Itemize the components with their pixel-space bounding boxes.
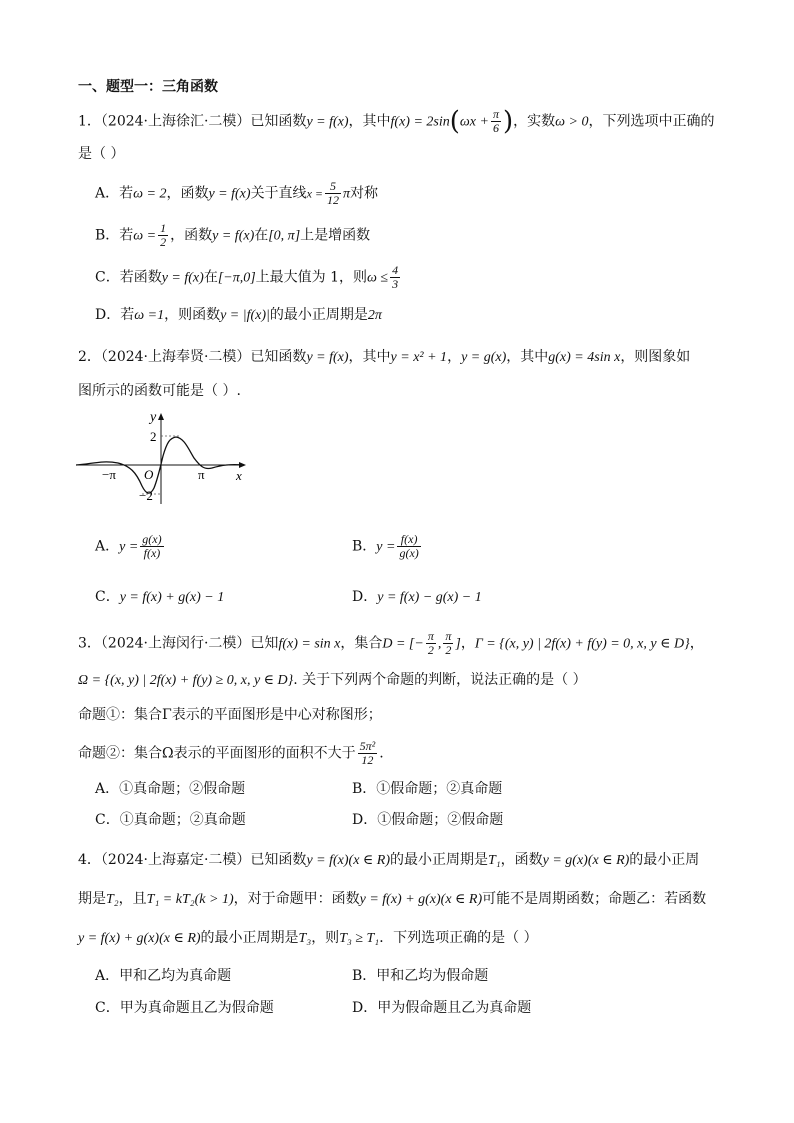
q2-optC-expr: y = f(x) + g(x) − 1: [119, 590, 225, 605]
q3-prop2-frac: [358, 740, 378, 767]
graph-tick-x-pos: π: [198, 467, 205, 482]
q3-D-right: ]: [455, 636, 461, 652]
q1-stem-c: ，实数: [513, 113, 556, 130]
q2-function-graph: [72, 408, 252, 508]
q1-optD-a: D．若: [95, 307, 135, 323]
q4-line3-a: 的最小正周期是: [200, 930, 299, 946]
q2-optA-den: f(x): [143, 546, 161, 560]
q3-D-mid: ,: [437, 636, 442, 652]
q3-prop2: [78, 740, 384, 767]
q2-optB-lhs: y =: [376, 539, 396, 555]
q1-optC-b: 在: [203, 269, 218, 286]
graph-tick-y-neg: −2: [139, 488, 153, 503]
q1-optB-d: 上是增函数: [300, 227, 371, 244]
q2-stem-a: 2．（2024·上海奉贤·二模）已知函数: [78, 349, 307, 365]
q3-D-d1: 2: [427, 643, 434, 657]
q4-option-d[interactable]: D．甲为假命题且乙为真命题: [352, 1000, 532, 1016]
q4-line3-fg: y = f(x) + g(x)(x ∈ R): [78, 931, 201, 946]
q4-line3-b: ，则: [311, 930, 340, 946]
q3-prop2-den: 12: [361, 753, 374, 767]
q1-stem-line1: [78, 108, 714, 135]
q1-optB-den: 2: [160, 235, 167, 249]
q3-stem-a: 3．（2024·上海闵行·二模）已知: [78, 635, 279, 652]
q1-stem-a: 1．（2024·上海徐汇·二模）已知函数: [78, 113, 307, 130]
q1-optB-func: y = f(x): [212, 228, 255, 244]
q3-D-n2: π: [445, 629, 452, 643]
q1-fdef-inner: ωx +: [459, 114, 489, 130]
q1-optC-den: 3: [392, 277, 399, 291]
q1-fdef-den: 6: [492, 121, 499, 135]
q1-paren-close: ): [502, 106, 514, 137]
q3-D-d2: 2: [445, 643, 452, 657]
q1-optC-func: y = f(x): [161, 270, 204, 286]
q3-D-left: D = [−: [382, 636, 424, 652]
q2-optB-frac: [397, 533, 420, 560]
q1-fdef-num: π: [492, 107, 499, 121]
q3-omega-def: Ω = {(x, y) | 2f(x) + f(y) ≥ 0, x, y ∈ D}: [78, 673, 294, 688]
q3-stem-d: ，: [689, 635, 704, 652]
q4-line2-rel: T₁ = kT₂(k > 1): [146, 892, 234, 907]
q3-option-b[interactable]: B．①假命题；②真命题: [352, 781, 503, 797]
q2-stem-e: ，则图象如: [620, 349, 691, 365]
q1-optA-x: x =: [306, 186, 323, 201]
q1-optC-num: 4: [392, 263, 399, 277]
q1-optD-w: ω =1: [134, 308, 165, 323]
q1-optA-a: A．若: [95, 185, 134, 202]
q1-optA-num: 5: [325, 180, 341, 194]
q4-line2-a: 期是: [78, 891, 106, 907]
q2-optA-lhs: y =: [119, 539, 139, 555]
q4-line2: [78, 889, 706, 910]
q4-line3-rel: T₃ ≥ T₁: [339, 931, 380, 946]
q3-prop2-num: 5π²: [359, 739, 376, 753]
q2-stem-b: ，其中: [348, 349, 391, 365]
q4-line2-fg: y = f(x) + g(x)(x ∈ R): [359, 892, 483, 907]
q2-g-func: y = g(x): [461, 350, 507, 365]
q2-option-c[interactable]: [95, 587, 224, 608]
q3-prop2-a: 命题②：集合Ω表示的平面图形的面积不大于: [78, 745, 356, 762]
q1-optD-f: y = |f(x)|: [220, 308, 270, 323]
q1-optC-frac: [390, 264, 400, 291]
q2-stem-c: ，: [447, 349, 462, 365]
q1-option-d[interactable]: [95, 305, 382, 326]
q1-optD-p: 2π: [367, 308, 382, 323]
q4-line1-b: 的最小正周期是: [389, 852, 488, 868]
q1-optD-b: ，则函数: [164, 307, 221, 323]
q4-line2-d: 可能不是周期函数；命题乙：若函数: [482, 891, 707, 907]
q4-line3-T3: T₃: [298, 931, 312, 946]
q1-stem-b: ，其中: [348, 113, 391, 130]
q2-f-def: y = x² + 1: [390, 350, 448, 365]
q4-line1-g: y = g(x)(x ∈ R): [542, 853, 630, 868]
q1-optA-d: 对称: [350, 185, 379, 202]
q4-line1-T1: T₁: [487, 853, 501, 868]
q3-D-frac2: [443, 630, 453, 657]
q2-option-b[interactable]: [352, 533, 423, 560]
q2-optD-label: D．: [352, 589, 378, 605]
q2-optB-num: f(x): [397, 533, 420, 547]
q1-optB-a: B．若: [95, 227, 134, 244]
q4-line3: [78, 928, 538, 949]
q1-optC-int: [−π,0]: [217, 270, 256, 286]
q4-line2-T2: T₂: [106, 892, 119, 907]
q3-option-a[interactable]: A．①真命题；②假命题: [95, 781, 246, 797]
q4-line1: [78, 850, 699, 871]
q1-optC-c: 上最大值为 1，则: [255, 269, 368, 286]
q1-option-a[interactable]: [95, 180, 378, 207]
q2-g-def: g(x) = 4sin x: [548, 350, 621, 365]
q3-f-def: f(x) = sin x: [278, 636, 341, 652]
q4-line1-c: ，函数: [500, 852, 543, 868]
q2-optB-den: g(x): [399, 546, 419, 560]
q4-option-b[interactable]: B．甲和乙均为假命题: [352, 968, 489, 984]
q3-D-n1: π: [427, 629, 434, 643]
q3-stem-line1: [78, 630, 704, 657]
q4-line1-d: 的最小正周: [629, 852, 700, 868]
graph-tick-y-pos: 2: [150, 429, 157, 444]
q1-optA-frac: [325, 180, 341, 207]
q2-func: y = f(x): [306, 350, 349, 365]
section-title: 一、题型一：三角函数: [78, 79, 218, 95]
q2-stem-d: ，其中: [506, 349, 549, 365]
q1-optA-pi: π: [343, 186, 351, 202]
q3-stem-line2: [78, 670, 587, 691]
q1-stem-e: 是（ ）: [78, 146, 125, 162]
q1-optB-int: [0, π]: [268, 228, 301, 244]
q4-line2-b: ，且: [118, 891, 147, 907]
graph-tick-x-neg: −π: [102, 467, 116, 482]
q1-option-c[interactable]: [95, 264, 402, 291]
q1-stem-d: ，下列选项中正确的: [588, 113, 715, 130]
graph-x-label: x: [236, 468, 242, 483]
q3-D-frac1: [426, 630, 436, 657]
q1-paren-open: (: [449, 106, 460, 137]
q2-optD-expr: y = f(x) − g(x) − 1: [377, 590, 482, 605]
q2-optC-label: C．: [95, 589, 120, 605]
q3-stem-c: ，: [460, 635, 475, 652]
q1-omega-cond: ω > 0: [555, 114, 589, 130]
q4-line3-c: ．下列选项正确的是（ ）: [379, 930, 538, 946]
q1-optB-b: ，函数: [170, 227, 213, 244]
q1-optA-func: y = f(x): [208, 186, 251, 202]
q1-optC-a: C．若函数: [95, 269, 162, 286]
graph-y-label: y: [150, 410, 157, 425]
q3-prop2-b: .: [379, 745, 384, 762]
q2-option-d[interactable]: [352, 587, 482, 608]
graph-y-arrow: [158, 413, 164, 420]
q4-line1-a: 4．（2024·上海嘉定·二模）已知函数: [78, 852, 307, 868]
q3-option-d[interactable]: D．①假命题；②假命题: [352, 812, 504, 828]
q1-func: y = f(x): [306, 114, 349, 130]
q4-option-a[interactable]: A．甲和乙均为真命题: [95, 968, 232, 984]
q3-stem-e: . 关于下列两个命题的判断，说法正确的是（ ）: [293, 672, 587, 688]
q3-gamma-def: Γ = {(x, y) | 2f(x) + f(y) = 0, x, y ∈ D}: [474, 636, 690, 652]
q1-optA-den: 12: [327, 193, 339, 207]
graph-origin-label: O: [144, 467, 154, 482]
q1-optB-frac: [158, 222, 168, 249]
q2-optA-frac: [140, 533, 163, 560]
q3-prop1: 命题①：集合Γ表示的平面图形是中心对称图形；: [78, 707, 382, 723]
q1-option-b[interactable]: [95, 222, 370, 249]
q1-optC-w: ω ≤: [367, 270, 389, 286]
q1-fdef-frac: [491, 108, 501, 135]
q2-optA-label: A．: [95, 538, 120, 555]
q2-option-a[interactable]: [95, 533, 166, 560]
q1-optA-b: ，函数: [166, 185, 209, 202]
q1-optA-w: ω = 2: [133, 186, 167, 202]
q3-stem-b: ，集合: [340, 635, 383, 652]
q3-option-c[interactable]: C．①真命题；②真命题: [95, 812, 246, 828]
q1-optB-c: 在: [254, 227, 269, 244]
q4-line1-f: y = f(x)(x ∈ R): [306, 853, 390, 868]
q2-stem-line1: [78, 347, 690, 368]
q1-optA-c: 关于直线: [250, 185, 307, 202]
q2-optB-label: B．: [352, 538, 377, 555]
q1-fdef-left: f(x) = 2sin: [390, 114, 450, 130]
q1-optB-w: ω =: [133, 228, 157, 244]
q2-optA-num: g(x): [142, 532, 162, 546]
q4-option-c[interactable]: C．甲为真命题且乙为假命题: [95, 1000, 274, 1016]
q1-optB-num: 1: [160, 221, 167, 235]
q1-optD-c: 的最小正周期是: [269, 307, 368, 323]
q4-line2-c: ，对于命题甲：函数: [233, 891, 360, 907]
q2-stem-f: 图所示的函数可能是（ ）.: [78, 383, 241, 399]
